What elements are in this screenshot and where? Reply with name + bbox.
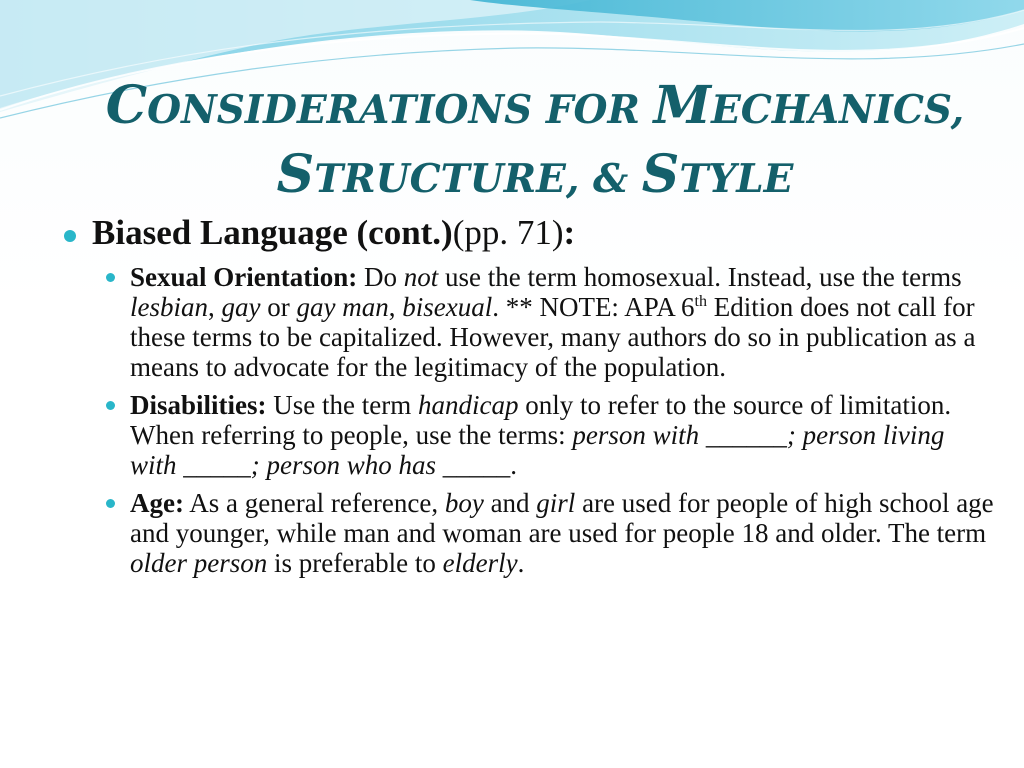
text-run: older person — [130, 548, 268, 578]
sub-bullet-text — [130, 488, 994, 578]
sub-bullet-text — [130, 262, 994, 382]
main-bullet-text — [92, 212, 575, 254]
title-run: C — [105, 75, 148, 136]
slide-title — [60, 72, 1010, 209]
text-run: lesbian — [130, 292, 208, 322]
text-run: gay — [221, 292, 261, 322]
bullet-dot-icon — [106, 499, 115, 508]
text-run: Use the term — [266, 390, 418, 420]
bullet-dot-icon — [106, 273, 115, 282]
text-run: or — [260, 292, 297, 322]
text-run: . ** NOTE: APA 6 — [492, 292, 695, 322]
text-run: As a general reference, — [183, 488, 445, 518]
text-run: only to refer to the source of limitation. When referring to people, use the terms: — [130, 390, 952, 450]
sub-bullet-list — [106, 262, 994, 578]
title-run: ONSIDERATIONS FOR — [147, 87, 654, 133]
title-run: TRUCTURE, & — [314, 155, 642, 202]
text-run: and — [483, 488, 537, 518]
title-run: TYLE — [679, 155, 794, 202]
title-run: S — [641, 143, 680, 205]
text-run: bisexual — [402, 292, 493, 322]
sub-bullet-age — [106, 488, 994, 578]
text-run: gay man — [296, 292, 389, 322]
text-run: girl — [536, 488, 576, 518]
main-bullet-colon: : — [563, 213, 576, 252]
text-run: Edition does not call for these terms to be capitalized. However, many authors do so in publication as a means to advocate for the legitimacy of the population. — [130, 292, 976, 382]
title-line-1 — [105, 75, 965, 136]
text-run: person with ______; person living with _____; person who has _____ — [130, 420, 945, 480]
text-run: handicap — [417, 390, 519, 420]
bullet-dot-icon — [64, 230, 76, 242]
slide-content — [64, 212, 994, 586]
title-run: S — [276, 143, 315, 205]
main-bullet-label: Biased Language (cont.) — [92, 213, 453, 252]
text-run: th — [694, 293, 707, 310]
title-run: ECHANICS, — [711, 87, 965, 133]
bullet-label: Age: — [130, 488, 184, 518]
text-run: use the term homosexual. Instead, use the terms — [438, 262, 962, 292]
bullet-dot-icon — [106, 401, 115, 410]
bullet-label: Disabilities: — [130, 390, 267, 420]
text-run: boy — [444, 488, 484, 518]
text-run: are used for people of high school age and younger, while man and woman are used for people 18 and older. The term — [130, 488, 994, 548]
sub-bullet-sexual-orientation — [106, 262, 994, 382]
sub-bullet-disabilities — [106, 390, 994, 480]
text-run: elderly — [442, 548, 518, 578]
sub-bullet-text — [130, 390, 994, 480]
text-run: , — [388, 292, 403, 322]
text-run: , — [208, 292, 222, 322]
main-bullet — [64, 212, 994, 254]
title-line-2 — [276, 143, 794, 205]
text-run: . — [517, 548, 525, 578]
text-run: Do — [357, 262, 404, 292]
main-bullet-pages: (pp. 71) — [452, 213, 564, 252]
bullet-label: Sexual Orientation: — [130, 262, 358, 292]
text-run: not — [403, 262, 439, 292]
text-run: . — [510, 450, 518, 480]
text-run: is preferable to — [267, 548, 443, 578]
title-run: M — [653, 75, 712, 136]
